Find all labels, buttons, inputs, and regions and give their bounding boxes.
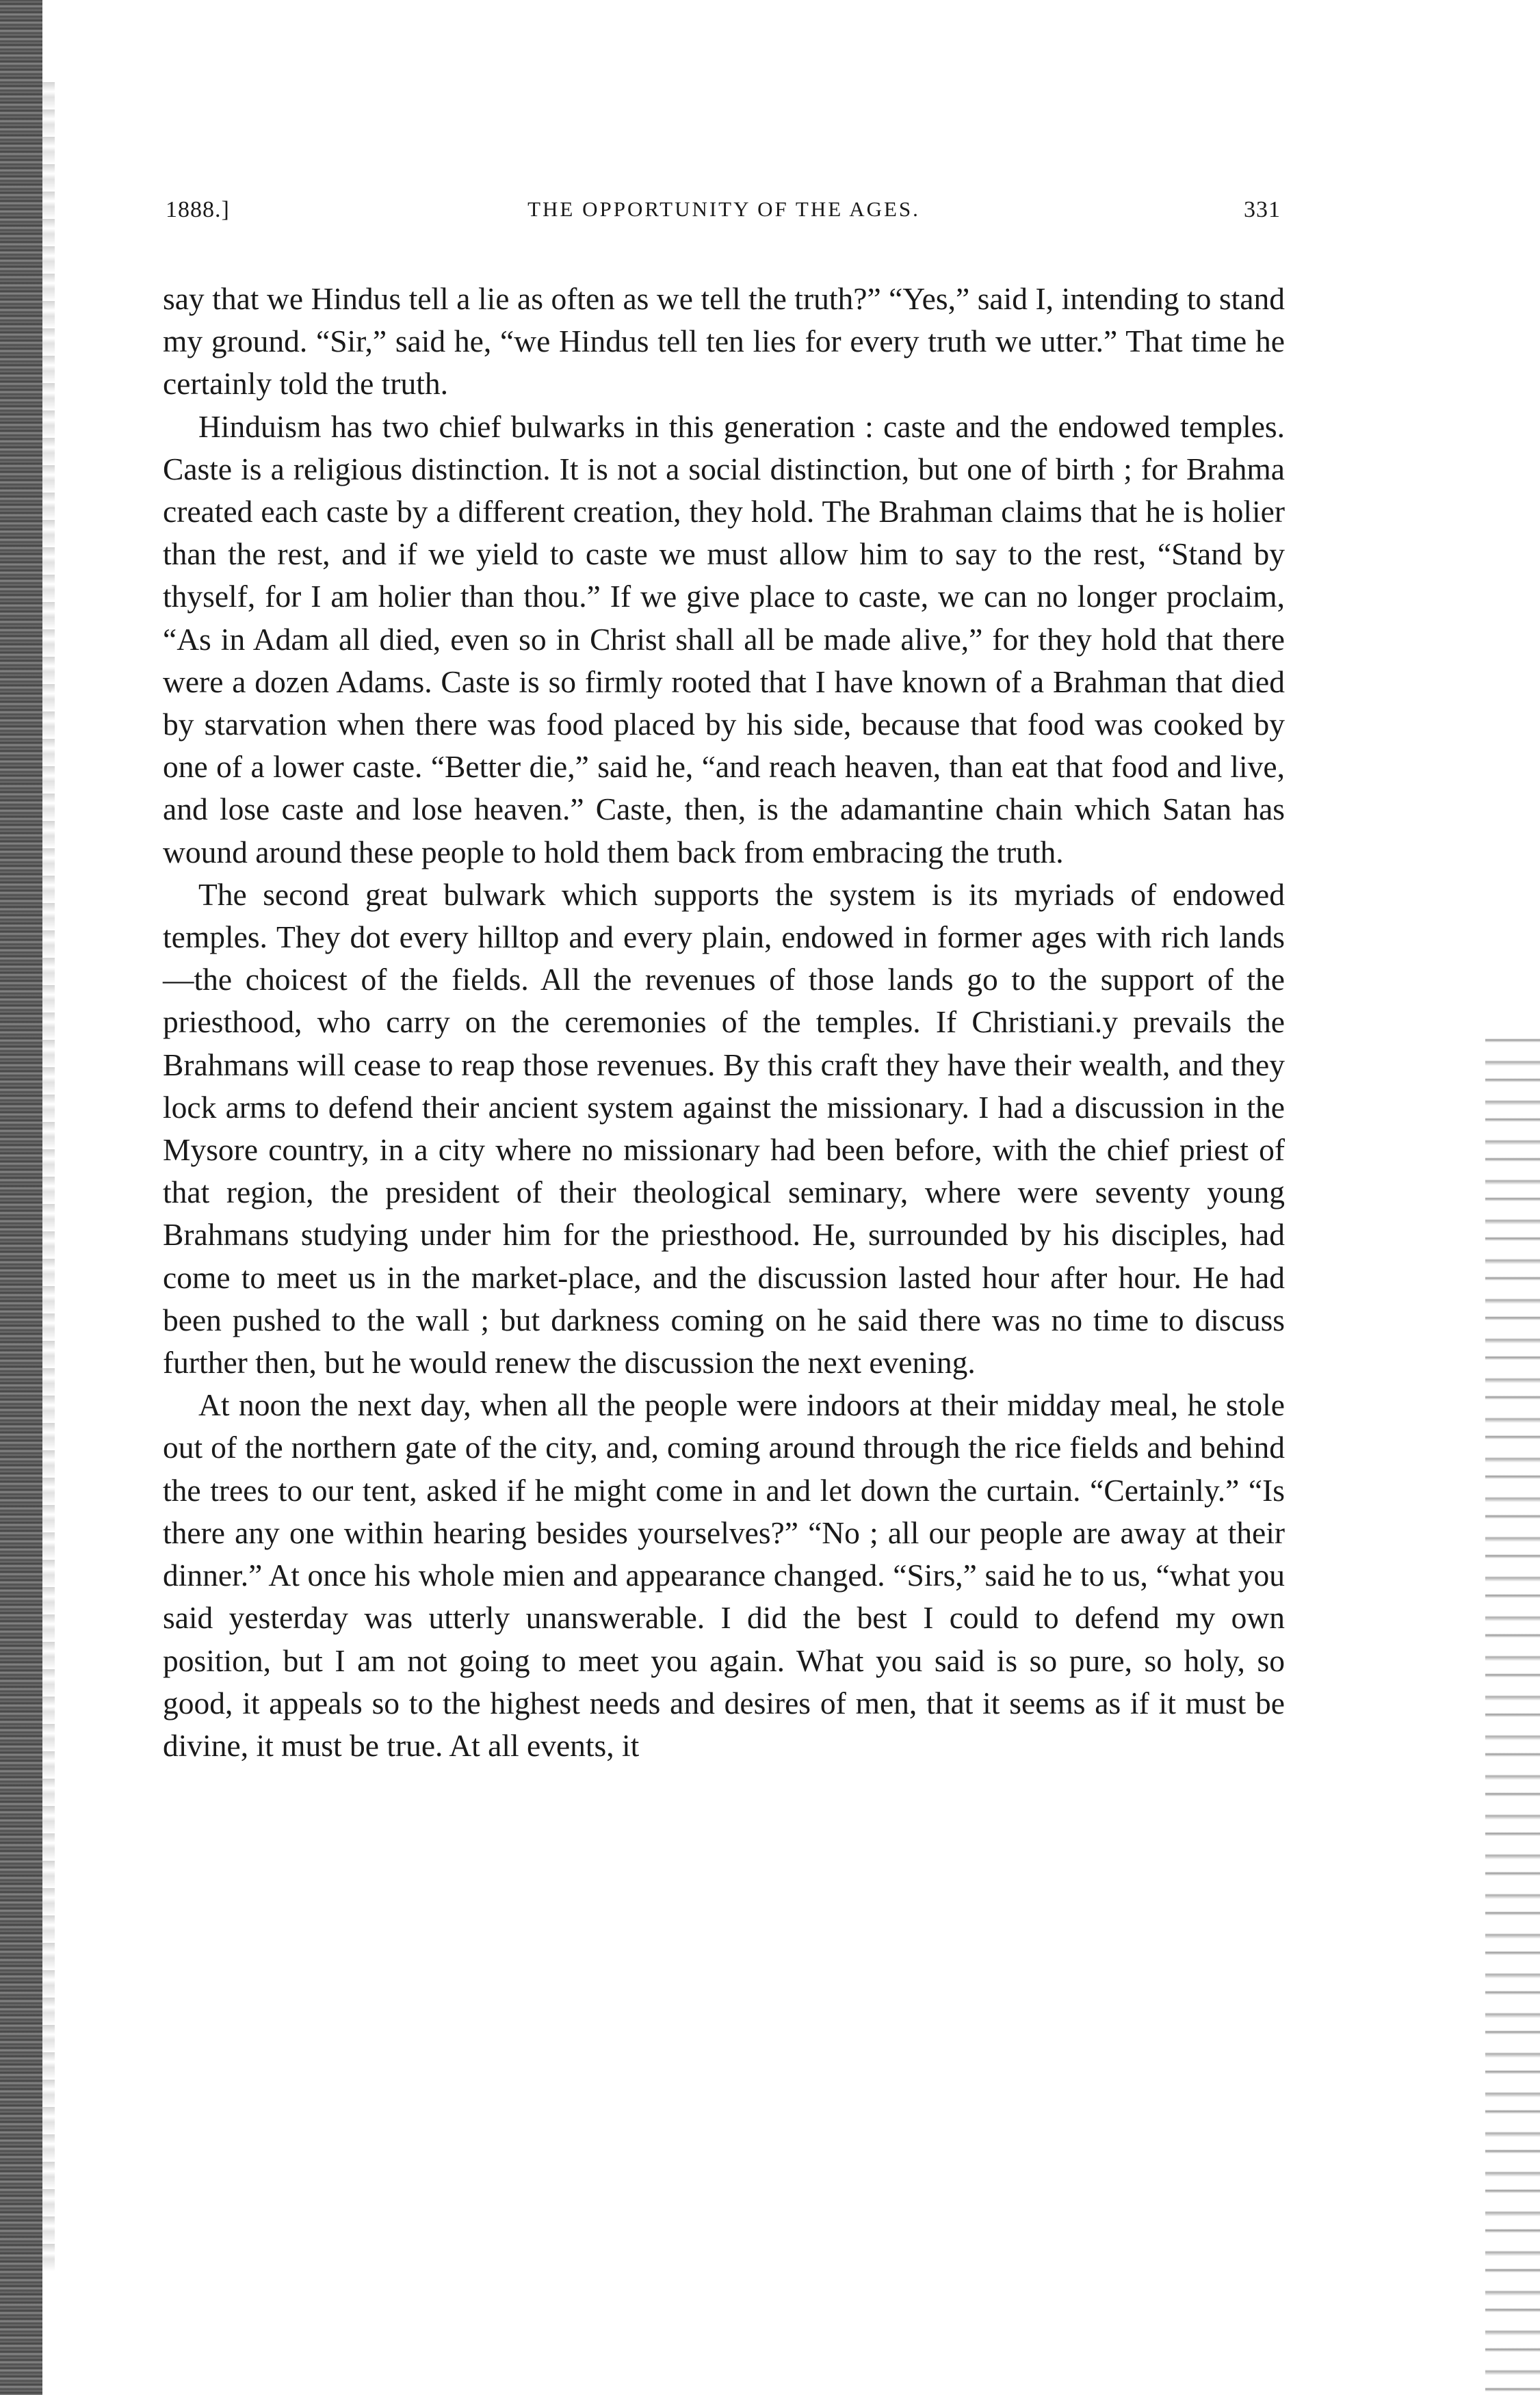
paragraph-temples: The second great bulwark which supports the system is its myriads of endowed temples. They dot every hilltop and every plain, endowed in former ages with rich lands—the choicest of the fields. All the revenues of those lands go to the support of the priesthood, who carry on the ceremonies of the temples. If Christiani.y prevails the Brahmans will cease to reap those revenues. By this craft they have their wealth, and they lock arms to defend their ancient system against the missionary. I had a discussion in the Mysore country, in a city where no missionary had been before, with the chief priest of that region, the president of their theological seminary, where were seventy young Brahmans studying under him for the priesthood. He, surrounded by his disciples, had come to meet us in the market-place, and the discussion lasted hour after hour. He had been pushed to the wall ; but darkness coming on he said there was no time to discuss further then, but he would renew the discussion the next evening. [163, 876, 1285, 1380]
paragraph-caste: Hinduism has two chief bulwarks in this generation : caste and the endowed temples. Caste is a religious distinction. It is not a social distinction, but one of birth ; for Brahma created each caste by a different creation, they hold. The Brahman claims that he is holier than the rest, and if we yield to caste we must allow him to say to the rest, “Stand by thyself, for I am holier than thou.” If we give place to caste, we can no longer proclaim, “As in Adam all died, even so in Christ shall all be made alive,” for they hold that there were a dozen Adams. Caste is so firmly rooted that I have known of a Brahman that died by starvation when there was food placed by his side, because that food was cooked by one of a lower caste. “Better die,” said he, “and reach heaven, than eat that food and live, and lose caste and lose heaven.” Caste, then, is the adamantine chain which Satan has wound around these people to hold them back from embracing the truth. [163, 408, 1285, 869]
paragraph-continued: say that we Hindus tell a lie as often as we tell the truth?” “Yes,” said I, intending to stand my ground. “Sir,” said he, “we Hindus tell ten lies for every truth we utter.” That time he certainly told the truth. [163, 281, 1285, 402]
header-year: 1888.] [166, 197, 230, 222]
running-head [163, 197, 1285, 238]
book-page [163, 197, 1285, 1767]
page-number: 331 [1244, 197, 1281, 222]
header-title: THE OPPORTUNITY OF THE AGES. [527, 197, 920, 221]
body-text [163, 278, 1285, 1767]
paragraph-noon-visit: At noon the next day, when all the people were indoors at their midday meal, he stole out of the northern gate of the city, and, coming around through the rice fields and behind the trees to our tent, asked if he might come in and let down the curtain. “Certainly.” “Is there any one within hearing besides yourselves?” “No ; all our people are away at their dinner.” At once his whole mien and appearance changed. “Sirs,” said he to us, “what you said yesterday was utterly unanswerable. I did the best I could to defend my own position, but I am not going to meet you again. What you said is so pure, so holy, so good, it appeals so to the highest needs and desires of men, that it seems as if it must be divine, it must be true. At all events, it [163, 1387, 1285, 1763]
scan-speckle [1485, 1026, 1540, 2394]
binding-edge [0, 0, 42, 2395]
